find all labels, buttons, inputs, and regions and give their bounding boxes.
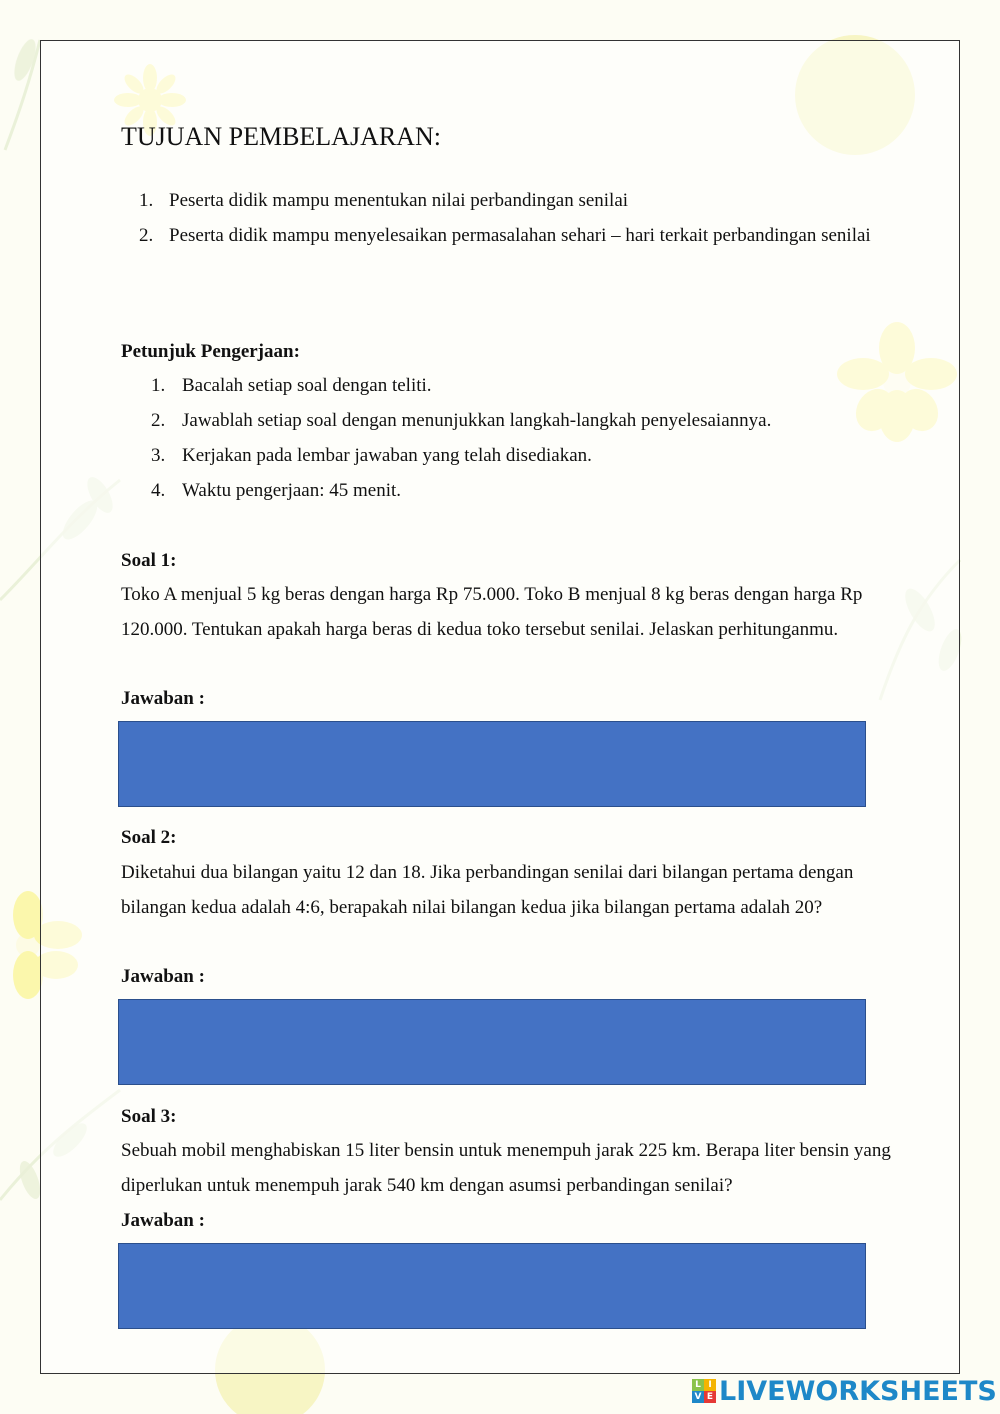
brand-name: LIVEWORKSHEETS (719, 1375, 997, 1407)
answer-1-input[interactable] (118, 721, 866, 807)
liveworksheets-logo[interactable] (692, 1374, 997, 1408)
answer-3-label: Jawaban : (121, 1210, 205, 1231)
answer-1-label: Jawaban : (121, 688, 205, 709)
list-item: 2. Peserta didik mampu menyelesaikan permasalahan sehari – hari terkait perbandingan senilai (139, 225, 871, 246)
question-3-label: Soal 3: (121, 1106, 177, 1127)
question-1-text: Toko A menjual 5 kg beras dengan harga Rp 75.000. Toko B menjual 8 kg beras dengan harga Rp 120.000. Tentukan apakah harga beras di kedua toko tersebut senilai. Jelaskan perhitunganmu. (121, 584, 863, 640)
answer-2-input[interactable] (118, 999, 866, 1085)
list-item: 3. Kerjakan pada lembar jawaban yang telah disediakan. (151, 445, 592, 466)
list-item: 2. Jawablah setiap soal dengan menunjukkan langkah-langkah penyelesaiannya. (151, 410, 772, 431)
answer-2-label: Jawaban : (121, 966, 205, 987)
liveworksheets-mark-icon: L I V E (692, 1379, 716, 1403)
answer-3-input[interactable] (118, 1243, 866, 1329)
list-item: 1. Bacalah setiap soal dengan teliti. (151, 375, 432, 396)
page-title: TUJUAN PEMBELAJARAN: (121, 122, 441, 151)
list-item: 1. Peserta didik mampu menentukan nilai perbandingan senilai (139, 190, 629, 211)
instructions-list (121, 368, 771, 508)
learning-goals-list (121, 183, 881, 253)
instructions-heading: Petunjuk Pengerjaan: (121, 341, 300, 362)
list-item: 4. Waktu pengerjaan: 45 menit. (151, 480, 402, 501)
question-1-label: Soal 1: (121, 550, 177, 571)
question-2-label: Soal 2: (121, 827, 177, 848)
question-3-text: Sebuah mobil menghabiskan 15 liter bensin untuk menempuh jarak 225 km. Berapa liter bensin yang diperlukan untuk menempuh jarak 540 km dengan asumsi perbandingan senilai? (121, 1140, 891, 1196)
question-2-text: Diketahui dua bilangan yaitu 12 dan 18. Jika perbandingan senilai dari bilangan pertama dengan bilangan kedua adalah 4:6, berapakah nilai bilangan kedua jika bilangan pertama adalah 20? (121, 862, 854, 918)
